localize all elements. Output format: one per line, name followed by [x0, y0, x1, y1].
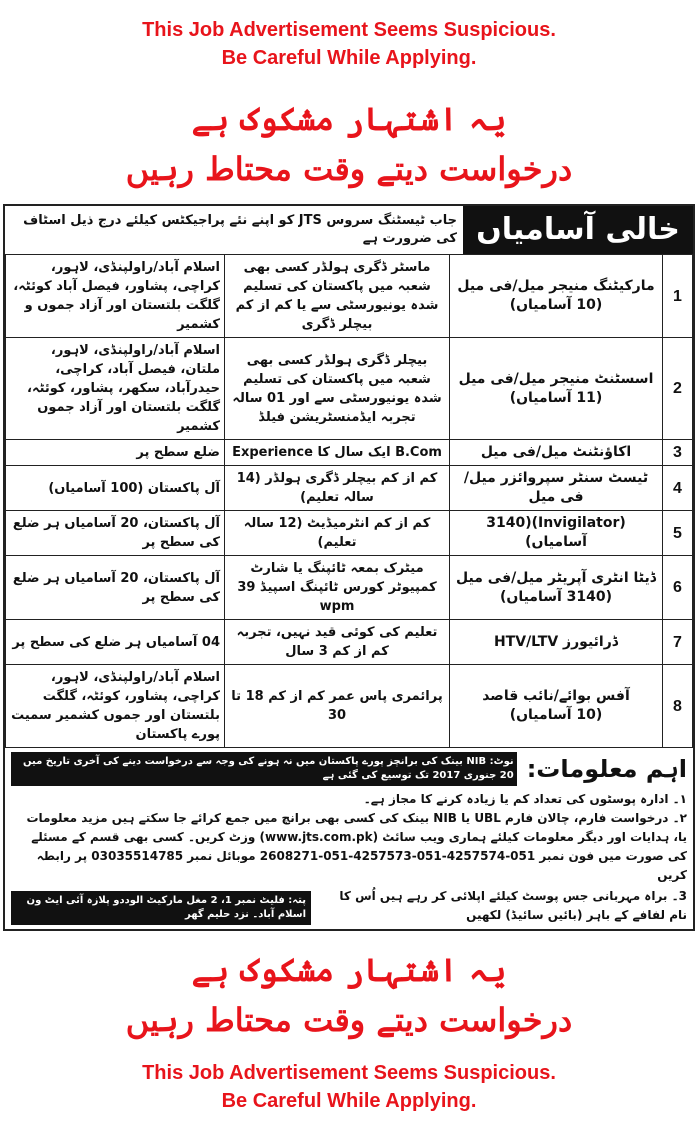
location [6, 511, 225, 556]
post-name-text: مارکیٹنگ منیجر میل/فی میل [457, 278, 655, 294]
location-text: اسلام آباد/راولپنڈی، لاہور، کراچی، پشاور، کوئٹہ، گلگت بلتستان اور جموں کشمیر سمیت پورے پاکستان [11, 670, 220, 742]
location-text: ضلع سطح پر [136, 445, 220, 460]
warning-urdu-line-1-bottom: یہ اشتہار مشکوک ہے [191, 951, 507, 989]
post-name [450, 466, 663, 511]
qualification-text: میٹرک بمعہ ٹائپنگ یا شارٹ کمپیوٹر کورس ٹائپنگ اسپیڈ 39 wpm [237, 561, 437, 614]
location [6, 440, 225, 466]
row-number-text: 2 [673, 380, 682, 397]
row-number [663, 255, 693, 338]
table-row [6, 466, 693, 511]
table-row [6, 665, 693, 748]
info-point-3: 3۔ براہ مہربانی جس پوسٹ کیلئے اپلائی کر رہے ہیں اُس کا نام لفافے کے باہر (بائیں سائیڈ) لکھیں [339, 889, 687, 922]
location-text: 04 آسامیاں ہر ضلع کی سطح پر [12, 634, 220, 650]
post-name [450, 620, 663, 665]
post-name [450, 440, 663, 466]
row-number-text: 3 [673, 444, 682, 461]
qualification [225, 556, 450, 620]
qualification [225, 665, 450, 748]
warning-english-line-1: This Job Advertisement Seems Suspicious. [142, 19, 556, 41]
location-text: اسلام آباد/راولپنڈی، لاہور، ملتان، فیصل آباد، کراچی، حیدرآباد، سکھر، پشاور، کوئٹہ، گلگت بلتستان اور آزاد جموں کشمیر [27, 343, 220, 434]
row-number [663, 511, 693, 556]
post-name-text: ڈرائیورز HTV/LTV [493, 633, 619, 650]
location [6, 338, 225, 440]
warning-english-line-1-bottom: This Job Advertisement Seems Suspicious. [142, 1062, 556, 1084]
vacancy-count: (11 آسامیاں) [509, 389, 603, 406]
row-number-text: 1 [673, 287, 682, 305]
warning-english-line-2: Be Careful While Applying. [221, 47, 477, 69]
row-number-text: 8 [673, 697, 682, 715]
table-row [6, 620, 693, 665]
post-name-text: (Invigilator)(3140 آسامیاں) [486, 515, 626, 550]
warning-urdu-line-2: درخواست دیتے وقت محتاط رہیں [125, 150, 573, 188]
warning-urdu-line-2-bottom: درخواست دیتے وقت محتاط رہیں [125, 1001, 573, 1039]
ad-header [5, 206, 693, 254]
location-text: اسلام آباد/راولپنڈی، لاہور، کراچی، پشاور، فیصل آباد کوئٹہ، گلگت بلتستان اور آزاد جموں و کشمیر [13, 260, 220, 332]
table-row [6, 556, 693, 620]
location [6, 466, 225, 511]
qualification-text: بیچلر ڈگری ہولڈر کسی بھی شعبہ میں پاکستان کی تسلیم شدہ یونیورسٹی سے اور 01 سالہ تجربہ ایڈمنسٹریشن فیلڈ [232, 352, 442, 425]
qualification [225, 620, 450, 665]
warning-urdu-line-1: یہ اشتہار مشکوک ہے [191, 100, 507, 138]
row-number [663, 556, 693, 620]
qualification-text: کم از کم انٹرمیڈیٹ (12 سالہ تعلیم) [243, 516, 431, 550]
location [6, 556, 225, 620]
vacancy-count: (10 آسامیاں) [509, 297, 603, 313]
vacancies-table [5, 254, 693, 748]
post-name-text: ٹیسٹ سنٹر سپروائزر میل/فی میل [463, 470, 649, 505]
vacancy-count: (10 آسامیاں) [509, 707, 603, 723]
vacancy-count: (3140 آسامیاں) [499, 588, 613, 605]
qualification-text: پرائمری پاس عمر کم از کم 18 تا 30 [231, 689, 443, 723]
row-number-text: 5 [673, 524, 682, 542]
post-name [450, 665, 663, 748]
info-point-2: ۲۔ درخواست فارم، چالان فارم UBL یا NIB بینک کی کسی بھی برانچ میں جمع کرائے جا سکتے ہیں مزید معلومات یا، ہدایات اور دیگر معلومات کیلئے ہماری ویب سائٹ (www.jts.com.pk) وزٹ کریں۔ کسی بھی قسم کے مسئلے کی صورت میں فون نمبر 051-4257574-051-4257573-051-2608271 موبائل نمبر 03035514785 پر رابطہ کریں [26, 811, 687, 882]
row-number [663, 665, 693, 748]
row-number [663, 620, 693, 665]
table-row [6, 338, 693, 440]
qualification [225, 338, 450, 440]
row-number-text: 4 [673, 479, 682, 497]
row-number [663, 440, 693, 466]
location [6, 255, 225, 338]
qualification [225, 511, 450, 556]
info-last-row [11, 885, 687, 929]
location [6, 620, 225, 665]
location-text: آل پاکستان، 20 آسامیاں ہر ضلع کی سطح پر [12, 516, 220, 550]
post-name-text: آفس بوائے/نائب قاصد [482, 688, 630, 704]
deadline-note: نوٹ: NIB بینک کی برانچز پورے پاکستان میں نہ ہونے کی وجہ سے درخواست دینے کی آخری تاریخ میں 20 جنوری 2017 تک توسیع کی گئی ہے [11, 752, 517, 786]
warning-english-line-2-bottom: Be Careful While Applying. [221, 1090, 477, 1112]
table-row [6, 440, 693, 466]
qualification-text: تعلیم کی کوئی قید نہیں، تجربہ کم از کم 3 سال [236, 625, 438, 659]
qualification [225, 255, 450, 338]
info-heading: اہم معلومات: [526, 755, 687, 783]
address-box: پتہ: فلیٹ نمبر 1، 2 مغل مارکیٹ الوددو پلازہ آئی ایٹ ون اسلام آباد۔ نزد حلیم گھر [11, 891, 311, 925]
post-name-text: ڈیٹا انٹری آپریٹر میل/فی میل [456, 569, 656, 586]
table-row [6, 511, 693, 556]
row-number-text: 7 [673, 633, 682, 651]
advertisement-box [3, 204, 695, 931]
ad-subtitle: جاب ٹیسٹنگ سروس JTS کو اپنے نئے پراجیکٹس کیلئے درج ذیل اسٹاف کی ضرورت ہے [23, 213, 457, 246]
qualification [225, 466, 450, 511]
info-heading-row [11, 752, 687, 786]
qualification-text: کم از کم بیچلر ڈگری ہولڈر (14 سالہ تعلیم) [236, 471, 438, 505]
row-number-text: 6 [673, 579, 682, 596]
important-info [5, 748, 693, 929]
info-point-1: ۱۔ ادارہ پوسٹوں کی تعداد کم یا زیادہ کرنے کا مجاز ہے۔ [363, 792, 687, 806]
post-name-text: اکاؤنٹنٹ میل/فی میل [480, 444, 632, 460]
post-name-text: اسسٹنٹ منیجر میل/فی میل [458, 370, 654, 387]
qualification-text: ماسٹر ڈگری ہولڈر کسی بھی شعبہ میں پاکستان کی تسلیم شدہ یونیورسٹی سے یا کم از کم بیچلر ڈگری [235, 260, 439, 332]
post-name [450, 338, 663, 440]
post-name [450, 556, 663, 620]
qualification-text: B.Com ایک سال کا Experience [232, 445, 442, 460]
post-name [450, 511, 663, 556]
ad-title: خالی آسامیاں [463, 206, 693, 254]
post-name [450, 255, 663, 338]
table-row [6, 255, 693, 338]
qualification [225, 440, 450, 466]
location-text: آل پاکستان (100 آسامیاں) [48, 480, 220, 496]
location-text: آل پاکستان، 20 آسامیاں ہر ضلع کی سطح پر [12, 570, 220, 605]
row-number [663, 466, 693, 511]
row-number [663, 338, 693, 440]
location [6, 665, 225, 748]
